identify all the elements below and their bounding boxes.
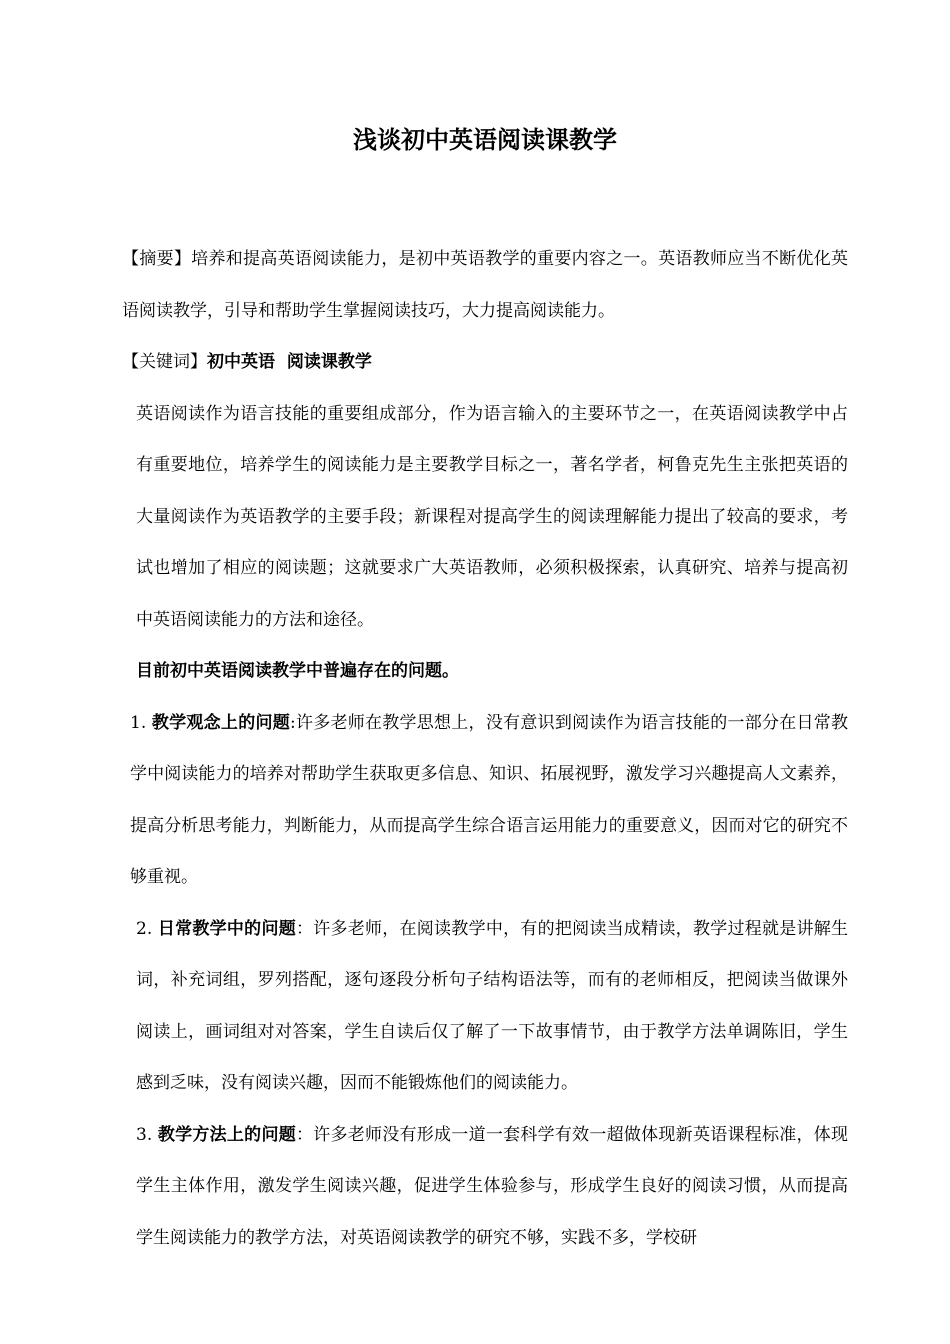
abstract-text: 培养和提高英语阅读能力，是初中英语教学的重要内容之一。英语教师应当不断优化英语阅读教学，引导和帮助学生掌握阅读技巧，大力提高阅读能力。: [122, 249, 848, 321]
problem-item-2: [122, 904, 848, 1110]
problem-item-1: [122, 698, 848, 904]
item-number: 3.: [136, 1124, 158, 1145]
abstract-paragraph: [122, 234, 848, 337]
item-text: 许多老师，在阅读教学中，有的把阅读当成精读，教学过程就是讲解生词，补充词组，罗列搭配，逐句逐段分析句子结构语法等，而有的老师相反，把阅读当做课外阅读上，画词组对对答案，学生自读后仅了解了一下故事情节，由于教学方法单调陈旧，学生感到乏味，没有阅读兴趣，因而不能锻炼他们的阅读能力。: [136, 918, 849, 1093]
item-colon: ：: [295, 1124, 314, 1145]
item-label: 日常教学中的问题: [157, 918, 296, 939]
item-text: 许多老师在教学思想上，没有意识到阅读作为语言技能的一部分在日常教学中阅读能力的培养对帮助学生获取更多信息、知识、拓展视野，激发学习兴趣提高人文素养，提高分析思考能力，判断能力，从而提高学生综合语言运用能力的重要意义，因而对它的研究不够重视。: [130, 712, 849, 887]
item-colon: :: [289, 712, 296, 733]
item-text: 许多老师没有形成一道一套科学有效一超做体现新英语课程标准，体现学生主体作用，激发学生阅读兴趣，促进学生体验参与，形成学生良好的阅读习惯，从而提高学生阅读能力的教学方法，对英语阅读教学的研究不够，实践不多，学校研: [136, 1124, 849, 1248]
keywords-label: 【关键词】: [122, 352, 207, 372]
section-heading: 目前初中英语阅读教学中普遍存在的问题。: [136, 661, 459, 681]
document-title: 浅谈初中英语阅读课教学: [353, 125, 617, 154]
item-label: 教学方法上的问题: [157, 1124, 296, 1145]
item-number: 1.: [130, 712, 152, 733]
keywords-text: 初中英语 阅读课教学: [207, 352, 372, 372]
abstract-label: 【摘要】: [122, 249, 192, 269]
keywords-line: [122, 337, 848, 389]
intro-paragraph: 英语阅读作为语言技能的重要组成部分，作为语言输入的主要环节之一，在英语阅读教学中占有重要地位，培养学生的阅读能力是主要教学目标之一，著名学者，柯鲁克先生主张把英语的大量阅读作为英语教学的主要手段；新课程对提高学生的阅读理解能力提出了较高的要求，考试也增加了相应的阅读题；这就要求广大英语教师，必须积极探索，认真研究、培养与提高初中英语阅读能力的方法和途径。: [136, 403, 848, 630]
item-number: 2.: [136, 918, 158, 939]
problem-item-3: [122, 1110, 848, 1265]
item-label: 教学观念上的问题: [151, 712, 290, 733]
document-page: [122, 112, 848, 1264]
item-colon: ：: [295, 918, 314, 939]
